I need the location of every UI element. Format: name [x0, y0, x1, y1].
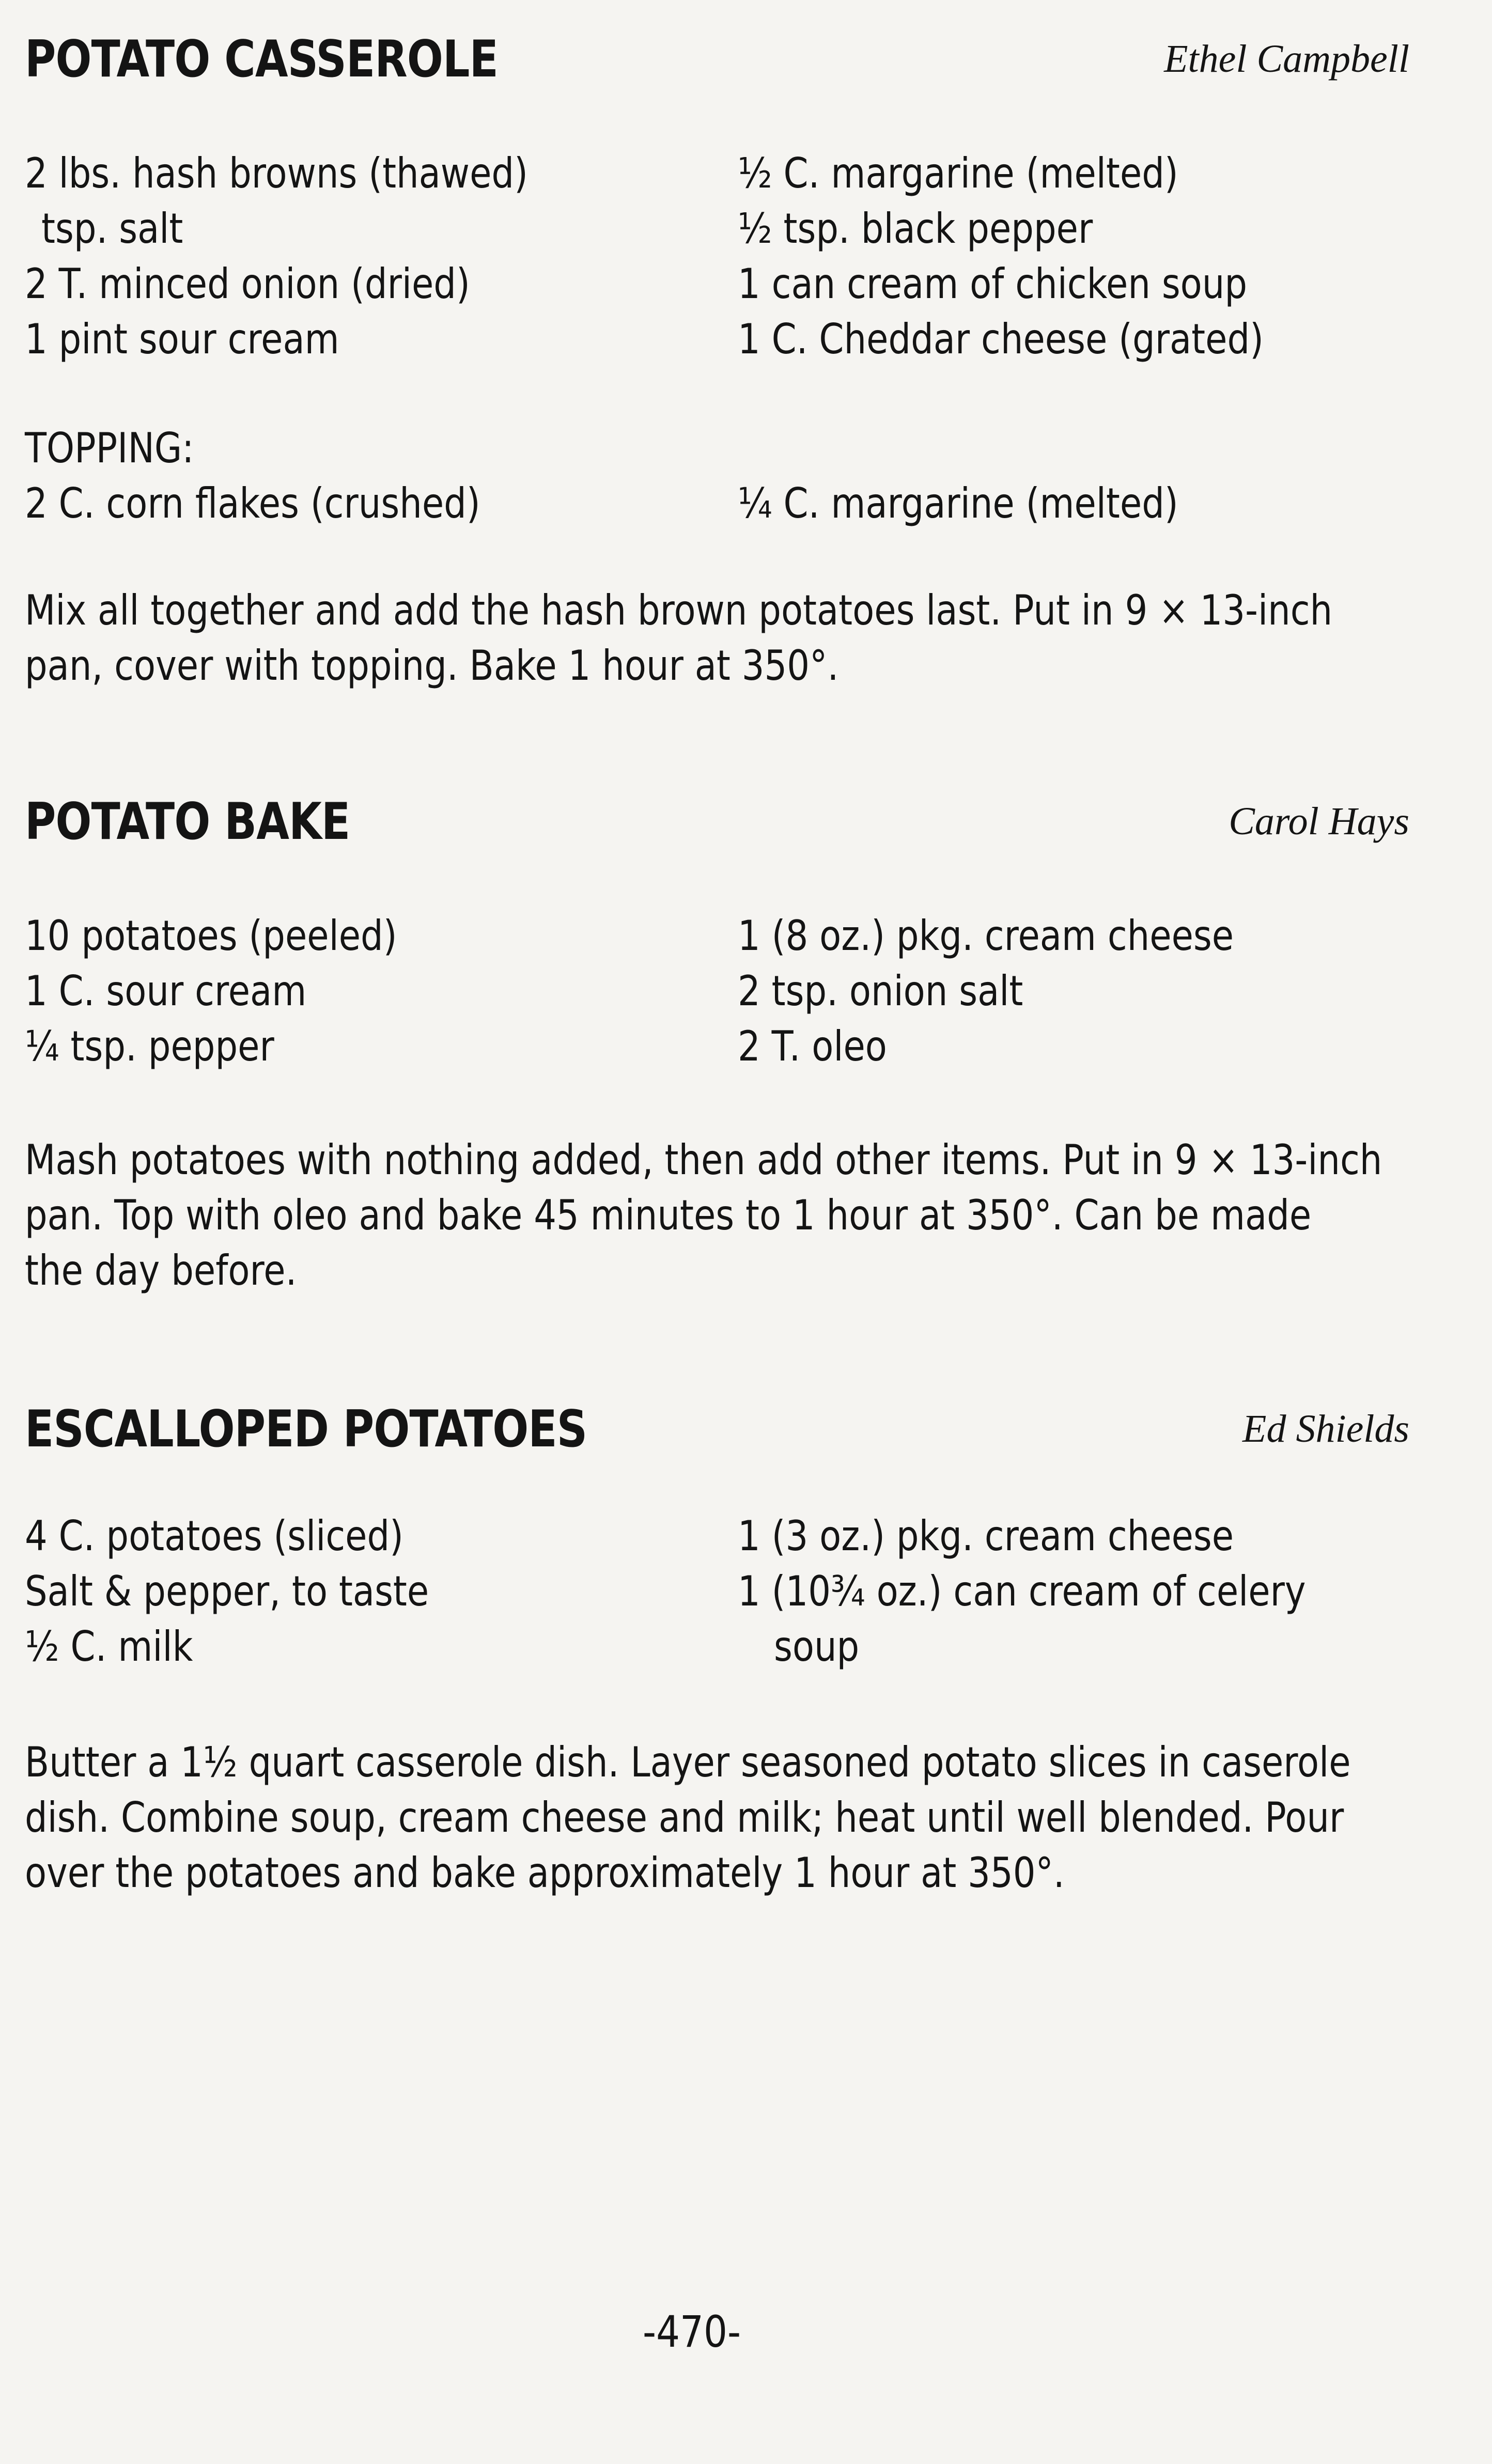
topping-ingredient: ¼ C. margarine (melted): [738, 479, 1178, 527]
instruction-line: the day before.: [25, 1246, 297, 1295]
instruction-line: Butter a 1½ quart casserole dish. Layer seasoned potato slices in caserole: [25, 1738, 1351, 1786]
recipe-author: Ethel Campbell: [1164, 37, 1409, 81]
ingredient: 10 potatoes (peeled): [25, 912, 397, 960]
ingredient: 2 T. minced onion (dried): [25, 260, 470, 308]
recipe-title: POTATO BAKE: [25, 792, 350, 851]
topping-label: TOPPING:: [25, 424, 194, 472]
instruction-line: Mix all together and add the hash brown potatoes last. Put in 9 × 13-inch: [25, 586, 1333, 634]
instruction-line: pan, cover with topping. Bake 1 hour at 350°.: [25, 642, 839, 690]
recipe-author: Ed Shields: [1242, 1407, 1409, 1451]
recipe-title: POTATO CASSEROLE: [25, 30, 499, 89]
recipe-instructions: [25, 1735, 1393, 1900]
ingredient: 1 can cream of chicken soup: [738, 260, 1248, 308]
ingredient: 2 tsp. onion salt: [738, 967, 1023, 1015]
ingredient: 1 C. sour cream: [25, 967, 307, 1015]
page-number: -470-: [643, 2306, 741, 2357]
recipe-title: ESCALLOPED POTATOES: [25, 1400, 587, 1459]
instruction-line: Mash potatoes with nothing added, then add other items. Put in 9 × 13-inch: [25, 1136, 1382, 1184]
ingredient: ¼ tsp. pepper: [25, 1022, 274, 1070]
ingredient: tsp. salt: [41, 205, 183, 253]
ingredient: 2 lbs. hash browns (thawed): [25, 149, 528, 197]
instruction-line: over the potatoes and bake approximately 1 hour at 350°.: [25, 1849, 1065, 1897]
recipe-instructions: [25, 1132, 1393, 1298]
ingredient: 1 (10¾ oz.) can cream of celery: [738, 1567, 1306, 1615]
instruction-line: dish. Combine soup, cream cheese and milk; heat until well blended. Pour: [25, 1794, 1344, 1842]
ingredient: 1 (8 oz.) pkg. cream cheese: [738, 912, 1234, 960]
ingredient: ½ C. margarine (melted): [738, 149, 1178, 197]
ingredient: 1 (3 oz.) pkg. cream cheese: [738, 1512, 1234, 1560]
recipe-author: Carol Hays: [1229, 800, 1409, 843]
topping-ingredient: 2 C. corn flakes (crushed): [25, 479, 480, 527]
ingredient: 2 T. oleo: [738, 1022, 887, 1070]
ingredient: ½ tsp. black pepper: [738, 205, 1093, 253]
ingredient: soup: [774, 1623, 860, 1671]
ingredient: ½ C. milk: [25, 1623, 193, 1671]
ingredient: 4 C. potatoes (sliced): [25, 1512, 404, 1560]
ingredient: 1 pint sour cream: [25, 315, 339, 363]
instruction-line: pan. Top with oleo and bake 45 minutes to 1 hour at 350°. Can be made: [25, 1191, 1312, 1239]
ingredient: 1 C. Cheddar cheese (grated): [738, 315, 1264, 363]
recipe-instructions: [25, 583, 1393, 693]
ingredient: Salt & pepper, to taste: [25, 1567, 429, 1615]
